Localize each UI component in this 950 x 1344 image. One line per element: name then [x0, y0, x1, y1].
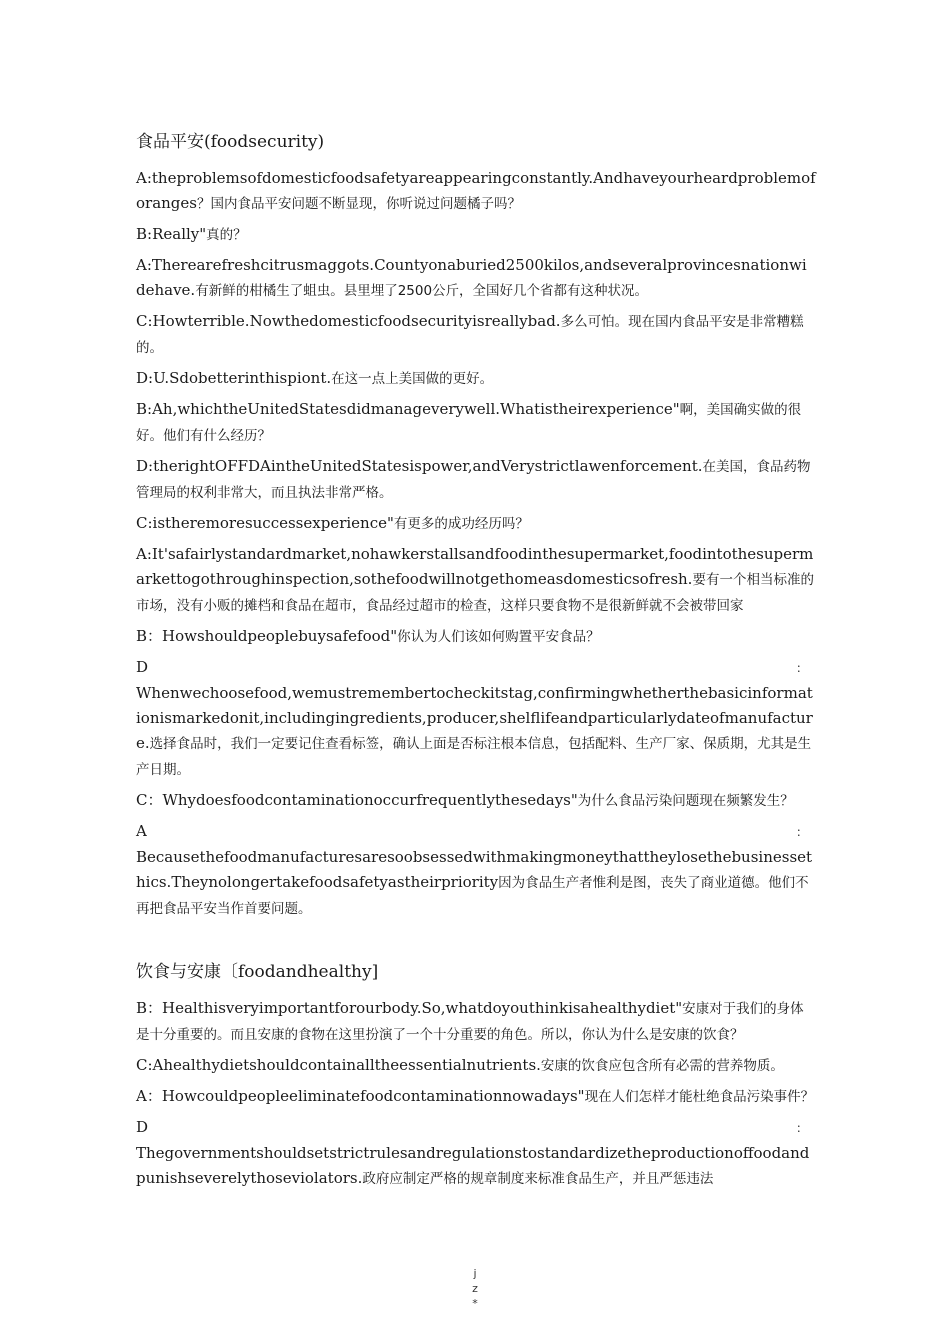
dialogue-line [136, 1053, 816, 1079]
chinese-text: ？国内食品平安问题不断显现，你听说过问题橘子吗？ [196, 196, 521, 212]
chinese-text: 安康的饮食应包含所有必需的营养物质。 [540, 1058, 784, 1074]
chinese-text: 啊，美国确实做的很好。他们有什么经历？ [136, 402, 802, 444]
english-text: B：Howshouldpeoplebuysafefood" [136, 627, 398, 645]
english-text: D:therightOFFDAintheUnitedStatesispower,andVerystrictlawenforcement. [136, 457, 703, 475]
speaker-line [136, 655, 816, 681]
chinese-text: 选择食品时，我们一定要记住查看标签，确认上面是否标注根本信息，包括配料、生产厂家、保质期，尤其是生产日期。 [136, 736, 812, 778]
dialogue-line [136, 454, 816, 506]
dialogue-line [136, 542, 816, 619]
english-text: C:Ahealthydietshouldcontainalltheessentialnutrients. [136, 1056, 541, 1074]
dialogue-line [136, 996, 816, 1048]
speaker-label: D [136, 658, 149, 676]
speaker-line [136, 1115, 816, 1141]
english-text: B：Healthisveryimportantforourbody.So,whatdoyouthinkisahealthydiet" [136, 999, 683, 1017]
dialogue-line [136, 788, 816, 814]
footer-char: z [472, 1282, 478, 1295]
chinese-text: 因为食品生产者惟利是图，丧失了商业道德。他们不再把食品平安当作首要问题。 [136, 875, 809, 917]
dialogue-line [136, 397, 816, 449]
speaker-colon: ： [795, 825, 808, 839]
chinese-text: 有新鲜的柑橘生了蛆虫。县里埋了2500公斤，全国好几个省都有这种状况。 [195, 283, 649, 299]
chinese-text: 为什么食品污染问题现在频繁发生？ [577, 793, 794, 809]
chinese-text: 有更多的成功经历吗？ [393, 516, 529, 532]
chinese-text: 政府应制定严格的规章制度来标准食品生产，并且严惩违法 [362, 1171, 714, 1187]
dialogue-line [136, 366, 816, 392]
chinese-text: 在这一点上美国做的更好。 [331, 371, 494, 387]
dialogue-line [136, 624, 816, 650]
english-text: Whenwechoosefood,wemustremembertocheckitstag,confirmingwhetherthebasicinformationismarkedonit,includingingredients,producer,shelflifeandparticularlydateofmanufacture. [136, 684, 813, 752]
page-footer [0, 1266, 950, 1311]
speaker-label: A [136, 822, 147, 840]
english-text: A:theproblemsofdomesticfoodsafetyareappearingconstantly.Andhaveyourheardproblemoforanges [136, 169, 816, 212]
chinese-text: 真的？ [206, 227, 247, 243]
chinese-text: 在美国，食品药物管理局的权利非常大，而且执法非常严格。 [136, 459, 811, 501]
english-text: Thegovernmentshouldsetstrictrulesandregulationstostandardizetheproductionoffoodandpunishseverelythoseviolators. [136, 1144, 810, 1187]
english-text: Becausethefoodmanufacturesaresoobsessedwithmakingmoneythattheylosethebusinessethics.Theynolongertakefoodsafetyastheirpriority [136, 848, 813, 891]
speaker-colon: ： [795, 1121, 808, 1135]
dialogue-line [136, 1084, 816, 1110]
dialogue-line [136, 511, 816, 537]
dialogue-line [136, 253, 816, 304]
english-text: A：Howcouldpeopleeliminatefoodcontaminationnowadays" [136, 1087, 585, 1105]
footer-char: j [473, 1267, 477, 1280]
chinese-text: 多么可怕。现在国内食品平安是非常糟糕的。 [136, 314, 804, 356]
chinese-text: 你认为人们该如何购置平安食品？ [397, 629, 600, 645]
speaker-line [136, 819, 816, 845]
chinese-text: 安康对于我们的身体是十分重要的。而且安康的食物在这里扮演了一个十分重要的角色。所以，你认为什么是安康的饮食？ [136, 1001, 804, 1043]
english-text: C：Whydoesfoodcontaminationoccurfrequentlythesedays" [136, 791, 578, 809]
document-page [136, 128, 816, 1192]
dialogue-line [136, 166, 816, 217]
english-text: C:Howterrible.Nowthedomesticfoodsecurityisreallybad. [136, 312, 561, 330]
english-text: A:It'safairlystandardmarket,nohawkerstallsandfoodinthesupermarket,foodintothesupermarkettogothroughinspection,sothefoodwillnotgethomeasdomesticsofresh. [136, 545, 814, 588]
chinese-text: 要有一个相当标准的市场，没有小贩的摊档和食品在超市，食品经过超市的检查，这样只要食物不是很新鲜就不会被带回家 [136, 572, 814, 614]
english-text: D:U.Sdobetterinthispiont. [136, 369, 332, 387]
speaker-colon: ： [795, 661, 808, 675]
english-text: A:Therearefreshcitrusmaggots.Countyonaburied2500kilos,andseveralprovincesnationwidehave. [136, 256, 807, 299]
dialogue-line [136, 309, 816, 361]
section-title-food-health: 饮食与安康〔foodandhealthy] [136, 962, 379, 982]
english-text: B:Really" [136, 225, 207, 243]
english-text: C:istheremoresuccessexperience" [136, 514, 394, 532]
english-text: B:Ah,whichtheUnitedStatesdidmanageverywell.Whatistheirexperience" [136, 400, 680, 418]
section-title-food-security: 食品平安(foodsecurity) [136, 132, 325, 152]
footer-char: * [472, 1297, 478, 1310]
dialogue-line [136, 845, 816, 922]
dialogue-line [136, 1141, 816, 1192]
chinese-text: 现在人们怎样才能杜绝食品污染事件？ [584, 1089, 815, 1105]
dialogue-line [136, 222, 816, 248]
speaker-label: D [136, 1118, 149, 1136]
dialogue-line [136, 681, 816, 783]
